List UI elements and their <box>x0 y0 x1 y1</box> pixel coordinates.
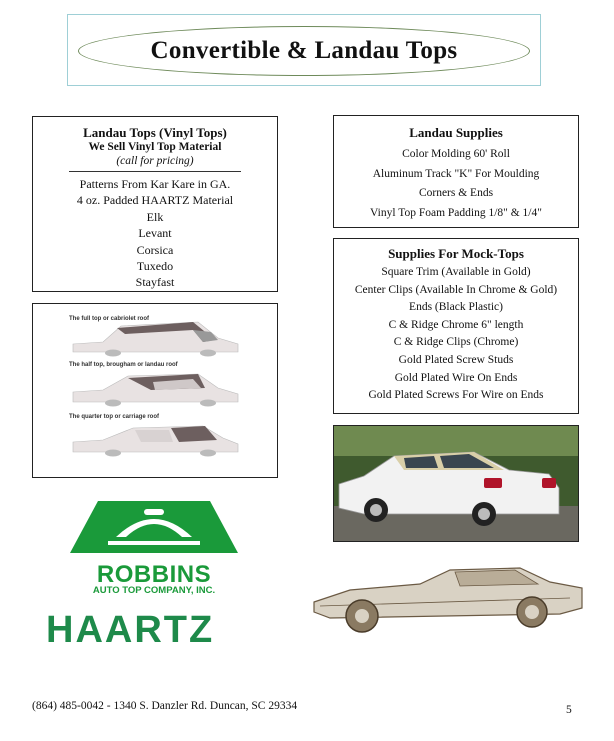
mock-heading: Supplies For Mock-Tops <box>388 246 524 261</box>
roof-label-full: The full top or cabriolet roof <box>69 316 149 322</box>
list-item: Gold Plated Screws For Wire on Ends <box>368 389 544 402</box>
list-item: Vinyl Top Foam Padding 1/8" & 1/4" <box>370 206 542 219</box>
vinyl-note: (call for pricing) <box>116 155 194 167</box>
list-item: Color Molding 60' Roll <box>402 148 510 160</box>
list-item: Gold Plated Wire On Ends <box>394 371 518 384</box>
list-item: Corners & Ends <box>418 187 494 199</box>
roof-types-diagram <box>32 303 278 478</box>
list-item: Aluminum Track "K" For Moulding <box>372 167 540 180</box>
page-number: 5 <box>566 704 572 716</box>
robbins-emblem-icon <box>68 497 240 559</box>
robbins-logo <box>68 497 240 596</box>
roof-label-half: The half top, brougham or landau roof <box>69 362 178 368</box>
divider <box>69 171 241 172</box>
sketch-car-icon <box>310 562 586 640</box>
roof-diagram-art <box>33 304 277 477</box>
page-title: Convertible & Landau Tops <box>150 37 458 64</box>
list-item: Stayfast <box>135 275 175 290</box>
list-item: Corsica <box>136 242 174 257</box>
vinyl-subheading: We Sell Vinyl Top Material <box>88 141 222 153</box>
list-item: Center Clips (Available In Chrome & Gold) <box>354 283 558 296</box>
list-item: Ends (Black Plastic) <box>409 301 503 314</box>
car-half-top-icon <box>73 374 238 407</box>
roof-label-quarter: The quarter top or carriage roof <box>69 414 160 420</box>
list-item: 4 oz. Padded HAARTZ Material <box>76 193 234 208</box>
list-item: Levant <box>138 226 172 241</box>
title-oval <box>78 26 530 76</box>
list-item: C & Ridge Clips (Chrome) <box>393 336 519 349</box>
list-item: Patterns From Kar Kare in GA. <box>79 177 231 191</box>
car-quarter-top-icon <box>73 426 238 457</box>
car-photo <box>333 425 579 542</box>
haartz-logo: HAARTZ <box>46 609 215 651</box>
list-item: C & Ridge Chrome 6" length <box>388 318 524 331</box>
landau-supplies-box <box>333 115 579 228</box>
list-item: Square Trim (Available in Gold) <box>381 266 531 278</box>
sketch-car-illustration <box>310 562 586 640</box>
car-full-top-icon <box>73 322 238 357</box>
footer-contact: (864) 485-0042 - 1340 S. Danzler Rd. Duncan, SC 29334 <box>32 700 298 712</box>
list-item: Tuxedo <box>136 259 174 274</box>
landau-heading: Landau Supplies <box>409 125 503 140</box>
robbins-name: ROBBINS <box>96 561 212 588</box>
list-item: Elk <box>146 209 164 224</box>
list-item: Gold Plated Screw Studs <box>398 353 514 366</box>
robbins-subtitle: AUTO TOP COMPANY, INC. <box>92 585 216 596</box>
car-photo-art <box>334 426 578 541</box>
vinyl-tops-box <box>32 116 278 292</box>
mock-tops-box <box>333 238 579 414</box>
vinyl-heading: Landau Tops (Vinyl Tops) <box>83 125 227 140</box>
